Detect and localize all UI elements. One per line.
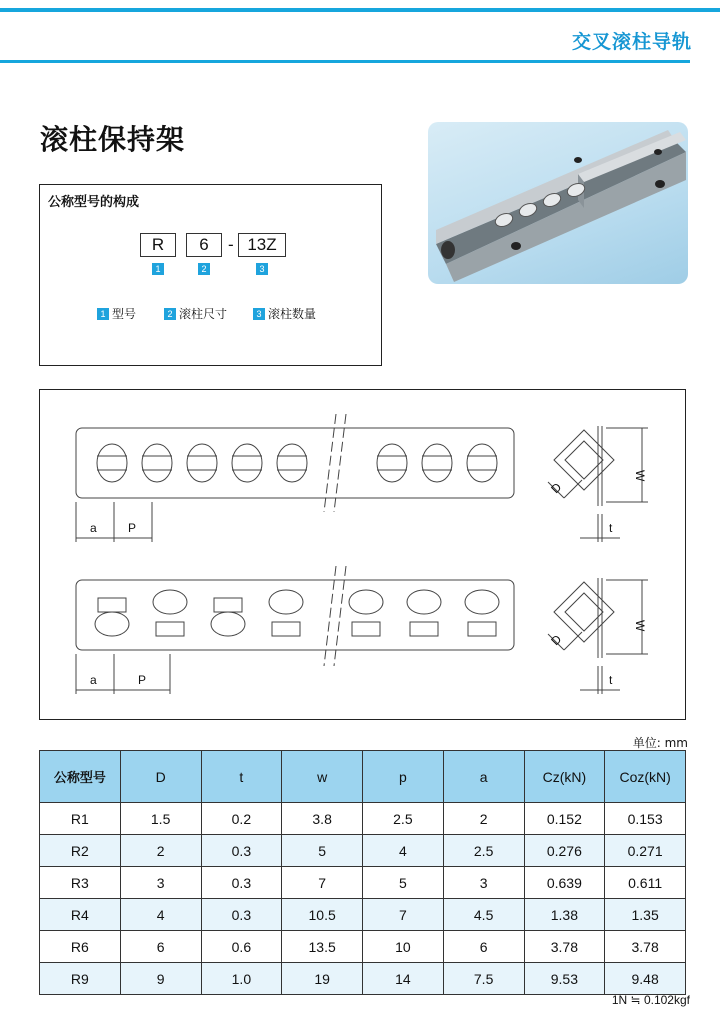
dim-label-d-top: D [548,480,565,497]
cell: R9 [40,963,121,995]
dim-label-a-bottom: a [90,673,97,687]
top-rollers [97,444,497,482]
cell: 7 [363,899,444,931]
product-photo [428,122,688,284]
cell: 0.639 [524,867,605,899]
cell: 3.78 [524,931,605,963]
cell: 10.5 [282,899,363,931]
legend-model [97,305,136,322]
cell: 3.78 [605,931,686,963]
cell: 2 [120,835,201,867]
cell: 0.276 [524,835,605,867]
code-part-size: 6 [186,233,222,257]
col-header-a: a [443,751,524,803]
cell: 3 [120,867,201,899]
naming-structure-panel [39,184,382,366]
cell: 2.5 [443,835,524,867]
col-header-d: D [120,751,201,803]
cell: 1.38 [524,899,605,931]
code-dash: - [228,235,234,254]
col-header-t: t [201,751,282,803]
cell: 7.5 [443,963,524,995]
spec-table [39,750,686,995]
cell: 1.35 [605,899,686,931]
cell: 0.153 [605,803,686,835]
header-rule-top [0,8,720,12]
col-header-coz: Coz(kN) [605,751,686,803]
naming-heading: 公称型号的构成 [48,195,140,210]
cell: 0.271 [605,835,686,867]
code-badge-3: 3 [256,263,268,275]
cell: R4 [40,899,121,931]
cell: 3.8 [282,803,363,835]
conversion-footnote: 1N ≒ 0.102kgf [611,993,690,1007]
cell: 0.6 [201,931,282,963]
table-row [40,835,686,867]
cell: 13.5 [282,931,363,963]
legend-badge-2: 2 [164,308,176,320]
page-title: 滚柱保持架 [40,123,186,156]
unit-note: 单位: mm [632,736,688,750]
table-row [40,963,686,995]
cell: 5 [282,835,363,867]
table-row [40,931,686,963]
code-part-count: 13Z [238,233,286,257]
cell: 4 [363,835,444,867]
cell: 2 [443,803,524,835]
cell: 5 [363,867,444,899]
table-row [40,899,686,931]
cell: R2 [40,835,121,867]
cell: 0.2 [201,803,282,835]
legend-roller-count [253,305,316,322]
legend-label-roller-count: 滚柱数量 [268,307,317,321]
cell: 6 [443,931,524,963]
cell: 7 [282,867,363,899]
cell: 1.0 [201,963,282,995]
code-part-model: R [140,233,176,257]
cell: 0.3 [201,867,282,899]
col-header-p: p [363,751,444,803]
table-header-row [40,751,686,803]
dim-label-d-bottom: D [548,632,565,649]
dim-label-t-top: t [609,521,613,535]
legend-badge-1: 1 [97,308,109,320]
col-header-cz: Cz(kN) [524,751,605,803]
cell: 3 [443,867,524,899]
cell: R1 [40,803,121,835]
cell: 0.3 [201,835,282,867]
table-row [40,803,686,835]
cell: 6 [120,931,201,963]
legend-badge-3: 3 [253,308,265,320]
legend-label-model: 型号 [112,307,137,321]
legend-label-roller-size: 滚柱尺寸 [179,307,228,321]
dim-label-p-bottom: P [138,673,147,687]
dim-label-w-bottom: W [633,620,647,632]
header-rule-bottom [0,60,690,63]
cell: 0.3 [201,899,282,931]
cell: 9 [120,963,201,995]
cell: 0.152 [524,803,605,835]
col-header-model: 公称型号 [40,751,121,803]
dim-label-t-bottom: t [609,673,613,687]
cell: 4 [120,899,201,931]
cell: R6 [40,931,121,963]
dim-label-p-top: P [128,521,137,535]
code-badge-1: 1 [152,263,164,275]
section-title: 交叉滚柱导轨 [571,31,692,53]
cell: 9.48 [605,963,686,995]
legend-roller-size [164,305,227,322]
bottom-rollers [95,590,499,636]
cell: 10 [363,931,444,963]
col-header-w: w [282,751,363,803]
cell: 9.53 [524,963,605,995]
dim-label-a-top: a [90,521,97,535]
dim-label-w-top: W [633,470,647,482]
cell: 14 [363,963,444,995]
cell: R3 [40,867,121,899]
cage-drawing-panel [39,389,686,720]
cell: 4.5 [443,899,524,931]
cell: 2.5 [363,803,444,835]
table-row [40,867,686,899]
code-badge-2: 2 [198,263,210,275]
cell: 19 [282,963,363,995]
cell: 1.5 [120,803,201,835]
cell: 0.611 [605,867,686,899]
